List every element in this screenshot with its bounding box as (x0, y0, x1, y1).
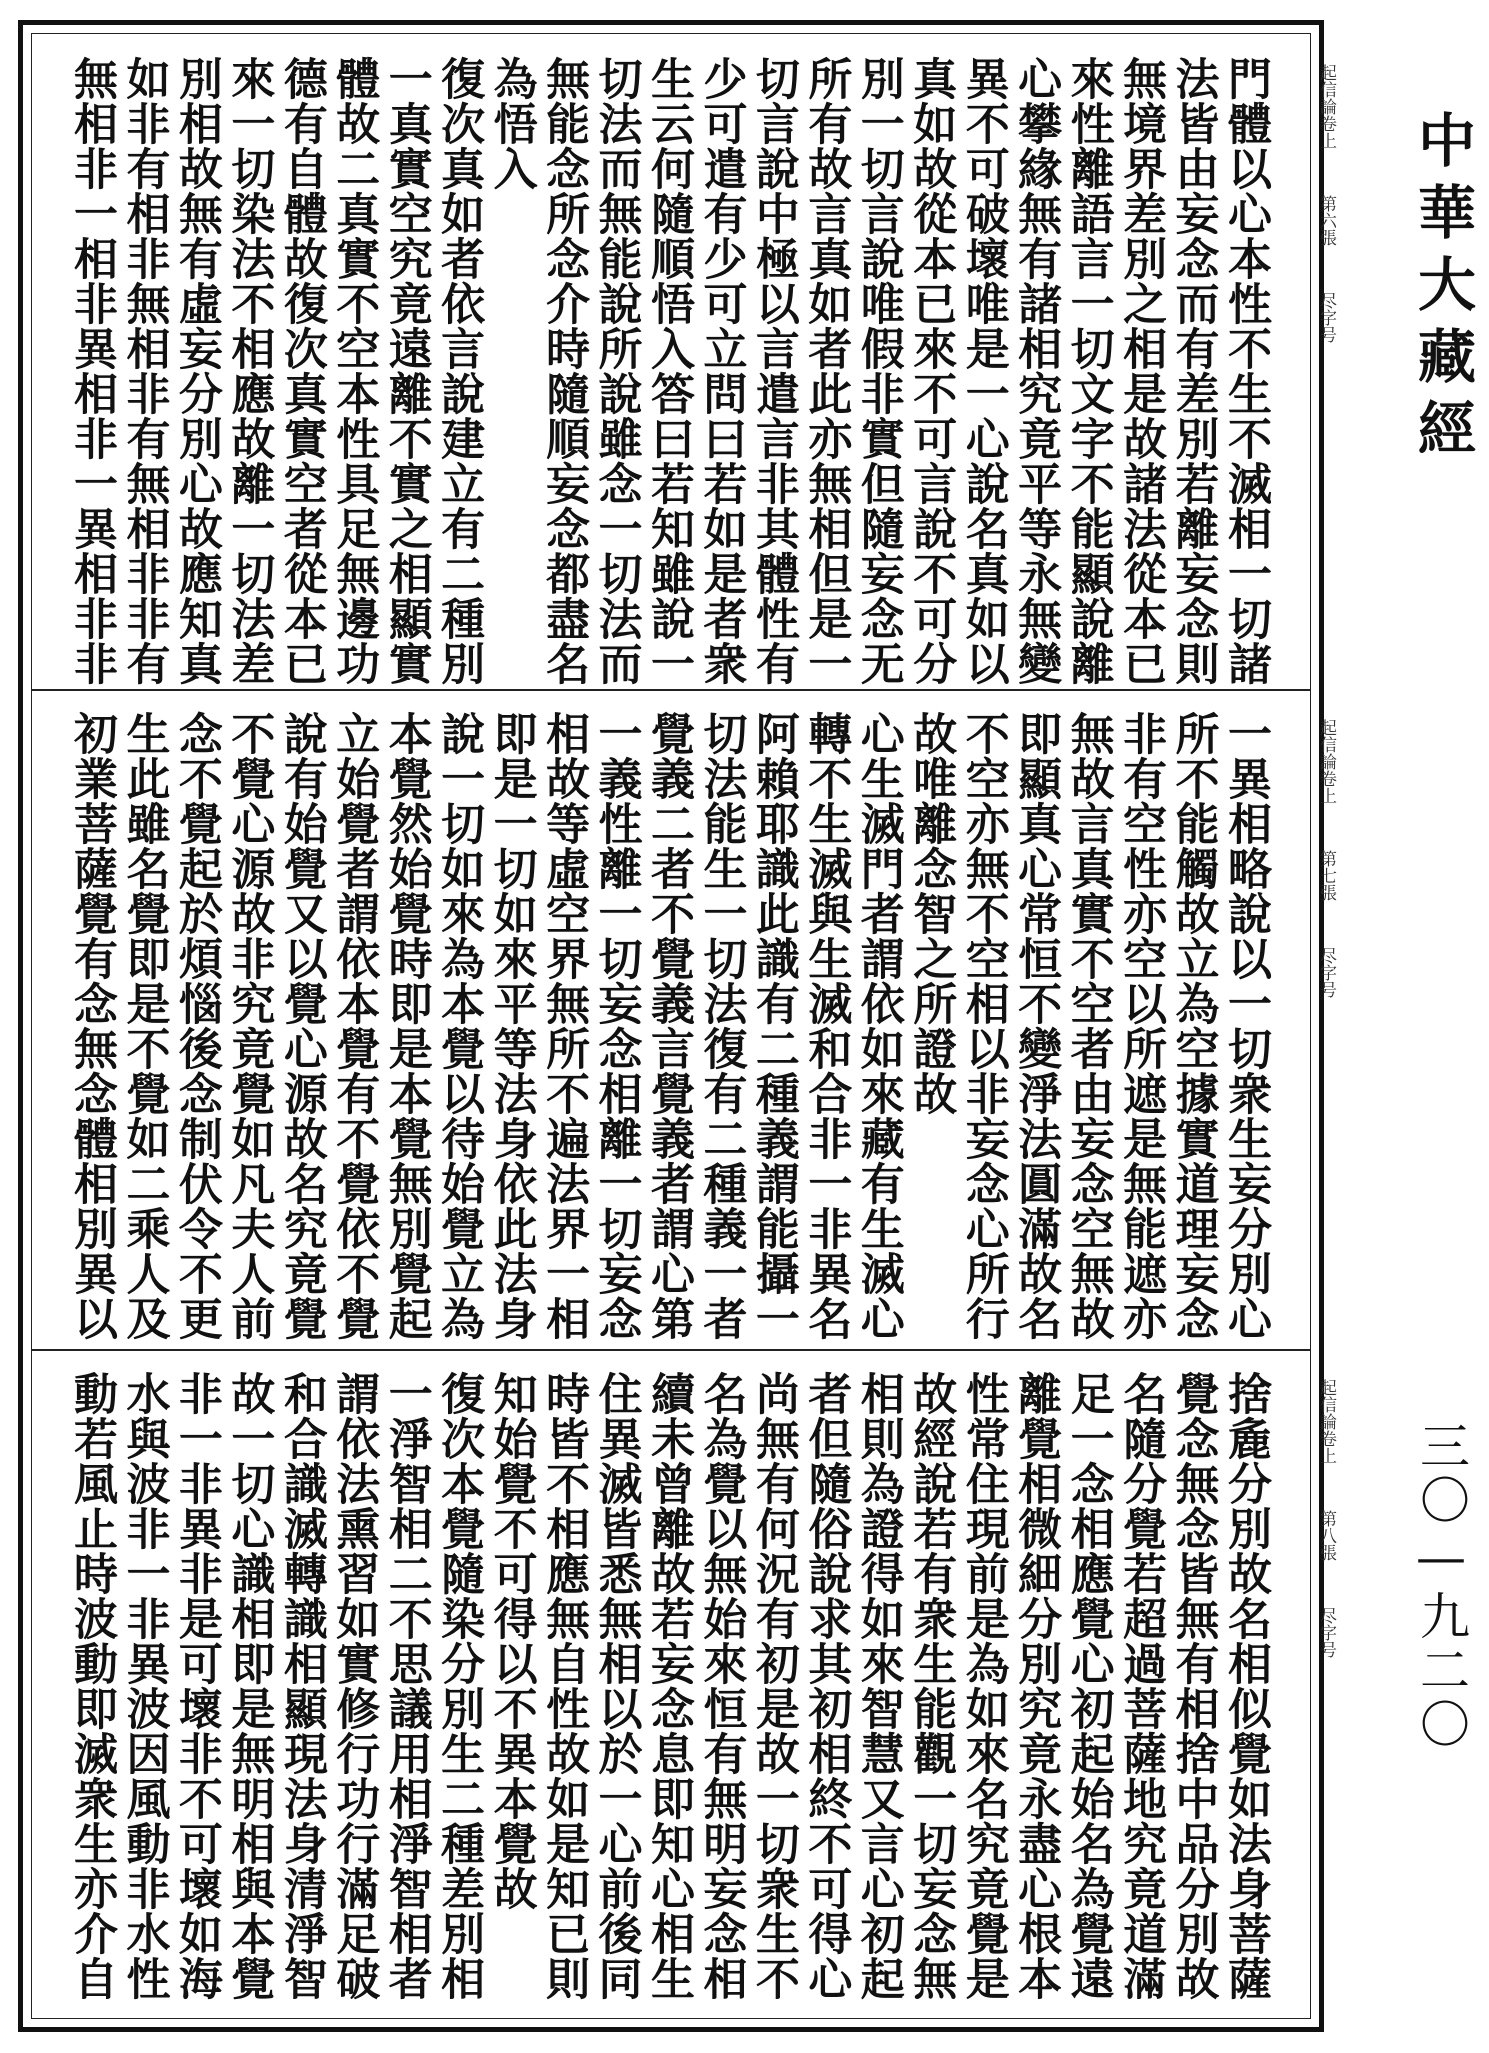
text-column: 別相故無有虛妄分別心故應知真 (170, 56, 222, 686)
text-column: 水與波非一非異波因風動非水性 (118, 1371, 170, 2001)
text-column: 少可遣有少可立問曰若如是者衆 (695, 56, 747, 686)
text-column: 覺念無念皆無有相捨中品分別故 (1167, 1371, 1219, 2001)
text-column: 相則為證得如來智慧又言心初起 (852, 1371, 904, 2001)
text-column: 非一非異非是可壞非不可壞如海 (170, 1371, 222, 2001)
margin-note-text: 尽字号 (1316, 947, 1336, 998)
text-column: 真如故從本已來不可言說不可分 (905, 56, 957, 686)
text-column: 門體以心本性不生不滅相一切諸 (1219, 56, 1271, 686)
page-number: 三〇—九二〇 (1412, 1420, 1470, 1752)
text-column: 來性離語言一切文字不能顯說離 (1062, 56, 1114, 686)
text-column: 名為覺以無始來恒有無明妄念相 (695, 1371, 747, 2001)
text-column: 尚無有何況有初是故一切衆生不 (747, 1371, 799, 2001)
text-column: 阿賴耶識此識有二種義謂能攝一 (747, 711, 799, 1341)
text-column: 離覺相微細分別究竟永盡心根本 (1010, 1371, 1062, 2001)
text-column: 體故二真實不空本性具足無邊功 (328, 56, 380, 686)
text-column: 足一念相應覺心初起始名為覺遠 (1062, 1371, 1114, 2001)
text-column: 非有空性亦空以所遮是無能遮亦 (1115, 711, 1167, 1341)
margin-note-text: 第六張 (1316, 195, 1336, 246)
text-column: 即是一切如來平等法身依此法身 (485, 711, 537, 1341)
text-column: 初業菩薩覺有念無念體相別異以 (66, 711, 117, 1341)
text-column: 故唯離念智之所證故 (905, 711, 957, 1116)
text-column: 捨麁分別故名相似覺如法身菩薩 (1219, 1371, 1271, 2001)
text-column: 異不可破壞唯是一心說名真如以 (957, 56, 1009, 686)
page-frame (18, 20, 1336, 2032)
text-column: 名隨分覺若超過菩薩地究竟道滿 (1115, 1371, 1167, 2001)
text-column: 轉不生滅與生滅和合非一非異名 (800, 711, 852, 1341)
text-column: 德有自體故復次真實空者從本已 (275, 56, 327, 686)
text-column: 即顯真心常恒不變淨法圓滿故名 (1010, 711, 1062, 1341)
text-column: 一義性離一切妄念相離一切妄念 (590, 711, 642, 1341)
margin-note (1310, 719, 1342, 1329)
text-columns (66, 1371, 1270, 2011)
text-column: 心攀緣無有諸相究竟平等永無變 (1010, 56, 1062, 686)
text-column: 者但隨俗說求其初相終不可得心 (800, 1371, 852, 2001)
text-column: 來一切染法不相應故離一切法差 (223, 56, 275, 686)
text-column: 所有故言真如者此亦無相但是一 (800, 56, 852, 686)
text-column: 一真實空究竟遠離不實之相顯實 (380, 56, 432, 686)
text-column: 不覺心源故非究竟覺如凡夫人前 (223, 711, 275, 1341)
text-column: 和合識滅轉識相顯現法身清淨智 (275, 1371, 327, 2001)
margin-note-text: 第七張 (1316, 850, 1336, 901)
text-column: 切法能生一切法復有二種義一者 (695, 711, 747, 1341)
text-column: 念不覺起於煩惱後念制伏令不更 (170, 711, 222, 1341)
text-column: 說有始覺又以覺心源故名究竟覺 (275, 711, 327, 1341)
text-columns (66, 711, 1271, 1341)
text-column: 謂依法熏習如實修行功行滿足破 (328, 1371, 380, 2001)
text-column: 續未曾離故若妄念息即知心相生 (642, 1371, 694, 2001)
margin-note-text: 第八張 (1316, 1510, 1336, 1561)
margin-note-text: 起信論卷上 (1316, 719, 1336, 804)
text-column: 動若風止時波動即滅衆生亦介自 (66, 1371, 117, 2001)
text-column: 故經說若有衆生能觀一切妄念無 (905, 1371, 957, 2001)
text-column: 一淨智相二不思議用相淨智相者 (380, 1371, 432, 2001)
text-column: 無相非一相非異相非一異相非非 (66, 56, 117, 686)
text-column: 復次本覺隨染分別生二種差別相 (433, 1371, 485, 2001)
collection-title: 中華大藏經 (1408, 110, 1476, 470)
text-column: 不空亦無不空相以非妄念心所行 (957, 711, 1009, 1341)
text-column: 生云何隨順悟入答曰若知雖說一 (642, 56, 694, 686)
text-column: 所不能觸故立為空據實道理妄念 (1167, 711, 1219, 1341)
margin-note-text: 尽字号 (1316, 292, 1336, 343)
text-column: 故一切心識相即是無明相與本覺 (223, 1371, 275, 2001)
panel-3 (32, 1349, 1336, 2029)
text-column: 相故等虛空界無所不遍法界一相 (538, 711, 590, 1341)
text-column: 如非有相非無相非有無相非非有 (118, 56, 170, 686)
margin-note-text: 起信論卷上 (1316, 1379, 1336, 1464)
text-column: 無故言真實不空者由妄念空無故 (1062, 711, 1114, 1341)
margin-note (1310, 1379, 1342, 2009)
panel-2 (32, 689, 1336, 1349)
text-column: 別一切言說唯假非實但隨妄念无 (852, 56, 904, 686)
text-column: 為悟入 (485, 56, 537, 191)
panel-1 (32, 34, 1336, 689)
text-column: 住異滅皆悉無相以於一心前後同 (590, 1371, 642, 2001)
text-column: 時皆不相應無自性故如是知已則 (538, 1371, 590, 2001)
text-column: 生此雖名覺即是不覺如二乘人及 (118, 711, 170, 1341)
text-column: 復次真如者依言說建立有二種別 (433, 56, 485, 686)
text-column: 切法而無能說所說雖念一切法而 (590, 56, 642, 686)
text-column: 法皆由妄念而有差別若離妄念則 (1167, 56, 1219, 686)
text-column: 性常住現前是為如來名究竟覺是 (957, 1371, 1009, 2001)
text-column: 一異相略說以一切衆生妄分別心 (1219, 711, 1271, 1341)
text-column: 本覺然始覺時即是本覺無別覺起 (380, 711, 432, 1341)
text-column: 心生滅門者謂依如來藏有生滅心 (852, 711, 904, 1341)
page-frame-inner (31, 33, 1336, 2019)
text-column: 知始覺不可得以不異本覺故 (485, 1371, 537, 1911)
text-column: 說一切如來為本覺以待始覺立為 (433, 711, 485, 1341)
margin-note (1310, 64, 1342, 669)
margin-note-text: 尽字号 (1316, 1607, 1336, 1658)
text-column: 切言說中極以言遣言非其體性有 (747, 56, 799, 686)
text-column: 覺義二者不覺義言覺義者謂心第 (642, 711, 694, 1341)
margin-note-text: 起信論卷上 (1316, 64, 1336, 149)
text-column: 無能念所念介時隨順妄念都盡名 (538, 56, 590, 686)
text-columns (66, 56, 1271, 686)
text-column: 無境界差別之相是故諸法從本已 (1115, 56, 1167, 686)
text-column: 立始覺者謂依本覺有不覺依不覺 (328, 711, 380, 1341)
